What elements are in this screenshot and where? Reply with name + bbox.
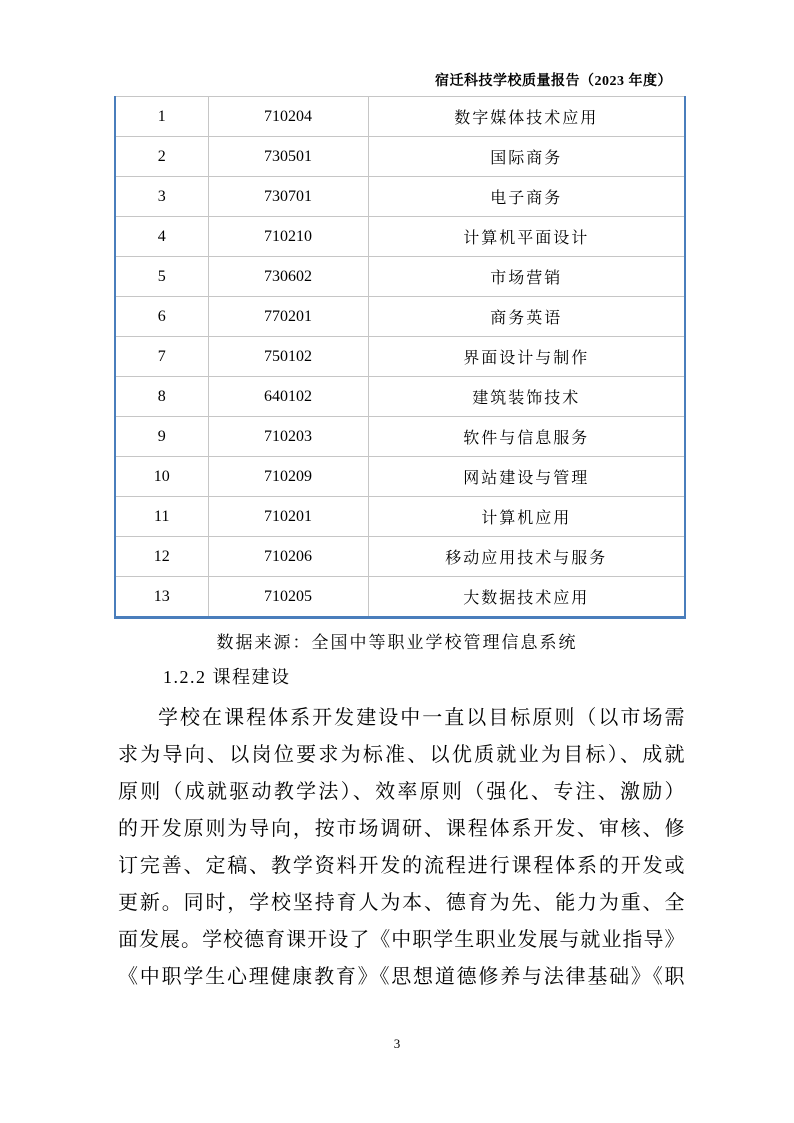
major-code-cell: 640102 (208, 377, 368, 417)
paragraph-line: 面发展。学校德育课开设了《中职学生职业发展与就业指导》 (118, 929, 685, 951)
major-code-cell: 710203 (208, 417, 368, 457)
major-name-cell: 移动应用技术与服务 (368, 537, 685, 577)
major-name-cell: 数字媒体技术应用 (368, 97, 685, 137)
row-number-cell: 3 (115, 177, 208, 217)
major-name-cell: 计算机平面设计 (368, 217, 685, 257)
major-name-cell: 界面设计与制作 (368, 337, 685, 377)
table-row (115, 377, 685, 417)
paragraph-line: 学校在课程体系开发建设中一直以目标原则（以市场需 (158, 707, 685, 729)
table-row (115, 217, 685, 257)
paragraph-line: 求为导向、以岗位要求为标准、以优质就业为目标）、成就 (118, 744, 685, 766)
major-name-cell: 建筑装饰技术 (368, 377, 685, 417)
table-row (115, 457, 685, 497)
row-number-cell: 6 (115, 297, 208, 337)
row-number-cell: 12 (115, 537, 208, 577)
major-code-cell: 750102 (208, 337, 368, 377)
table-row (115, 497, 685, 537)
major-code-cell: 710205 (208, 577, 368, 618)
page-header-title: 宿迁科技学校质量报告（2023 年度） (435, 74, 672, 89)
row-number-cell: 8 (115, 377, 208, 417)
row-number-cell: 11 (115, 497, 208, 537)
row-number-cell: 7 (115, 337, 208, 377)
major-code-cell: 710204 (208, 97, 368, 137)
row-number-cell: 13 (115, 577, 208, 618)
table-row (115, 97, 685, 137)
table-row (115, 417, 685, 457)
row-number-cell: 2 (115, 137, 208, 177)
row-number-cell: 9 (115, 417, 208, 457)
table-source-note: 数据来源：全国中等职业学校管理信息系统 (216, 633, 578, 652)
majors-table-body (115, 97, 685, 618)
major-name-cell: 电子商务 (368, 177, 685, 217)
row-number-cell: 10 (115, 457, 208, 497)
major-code-cell: 730602 (208, 257, 368, 297)
paragraph-line: 的开发原则为导向，按市场调研、课程体系开发、审核、修 (118, 818, 685, 840)
table-row (115, 177, 685, 217)
page-number: 3 (393, 1036, 401, 1051)
table-row (115, 297, 685, 337)
section-heading: 1.2.2 课程建设 (163, 667, 291, 687)
major-name-cell: 商务英语 (368, 297, 685, 337)
majors-table (114, 96, 686, 619)
major-code-cell: 770201 (208, 297, 368, 337)
major-code-cell: 710210 (208, 217, 368, 257)
table-row (115, 337, 685, 377)
row-number-cell: 5 (115, 257, 208, 297)
table-row (115, 257, 685, 297)
table-row (115, 577, 685, 618)
major-code-cell: 710201 (208, 497, 368, 537)
major-name-cell: 国际商务 (368, 137, 685, 177)
row-number-cell: 1 (115, 97, 208, 137)
major-name-cell: 网站建设与管理 (368, 457, 685, 497)
major-name-cell: 软件与信息服务 (368, 417, 685, 457)
major-code-cell: 710209 (208, 457, 368, 497)
row-number-cell: 4 (115, 217, 208, 257)
major-code-cell: 730501 (208, 137, 368, 177)
major-name-cell: 市场营销 (368, 257, 685, 297)
paragraph-line: 《中职学生心理健康教育》《思想道德修养与法律基础》《职 (118, 966, 685, 988)
paragraph-line: 订完善、定稿、教学资料开发的流程进行课程体系的开发或 (118, 855, 685, 877)
table-row (115, 537, 685, 577)
major-code-cell: 730701 (208, 177, 368, 217)
paragraph-line: 原则（成就驱动教学法）、效率原则（强化、专注、激励） (118, 781, 685, 803)
table-row (115, 137, 685, 177)
major-name-cell: 计算机应用 (368, 497, 685, 537)
major-name-cell: 大数据技术应用 (368, 577, 685, 618)
paragraph-line: 更新。同时，学校坚持育人为本、德育为先、能力为重、全 (118, 892, 685, 914)
body-paragraph (118, 700, 685, 996)
major-code-cell: 710206 (208, 537, 368, 577)
